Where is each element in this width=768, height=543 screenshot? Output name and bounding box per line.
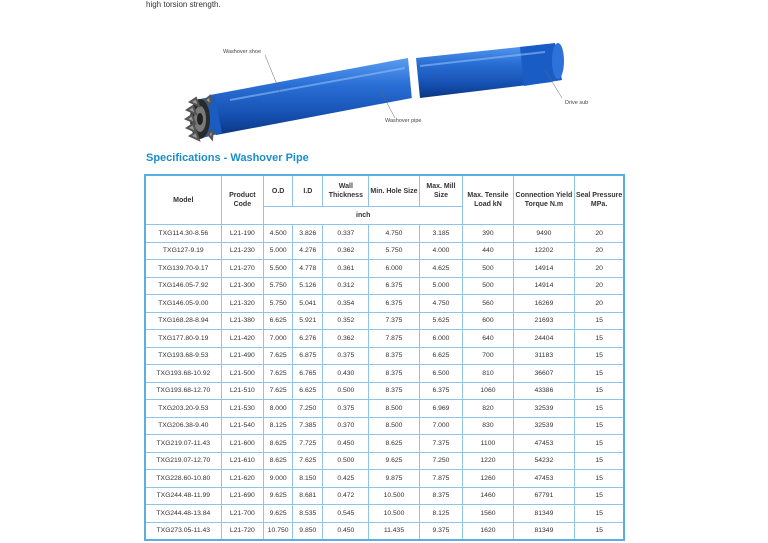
table-cell: 8.125 — [419, 505, 463, 523]
table-cell: L21-300 — [221, 277, 264, 295]
table-cell: 7.385 — [293, 417, 323, 435]
table-cell: 15 — [575, 487, 624, 505]
table-cell: 810 — [463, 365, 513, 383]
table-cell: 31183 — [513, 347, 575, 365]
table-cell: 10.500 — [369, 487, 419, 505]
table-cell: 1060 — [463, 382, 513, 400]
table-cell: 5.000 — [419, 277, 463, 295]
table-cell: 4.500 — [264, 225, 293, 243]
table-cell: 6.765 — [293, 365, 323, 383]
table-cell: L21-530 — [221, 400, 264, 418]
table-row — [145, 242, 624, 260]
table-row — [145, 260, 624, 278]
intro-text: high torsion strength. — [146, 0, 221, 9]
table-cell: 7.375 — [369, 312, 419, 330]
header-wall: Wall Thickness — [323, 175, 369, 207]
table-cell: 0.430 — [323, 365, 369, 383]
table-cell: 0.362 — [323, 242, 369, 260]
table-cell: 0.500 — [323, 452, 369, 470]
table-cell: 4.750 — [369, 225, 419, 243]
table-cell: 81349 — [513, 505, 575, 523]
table-cell: L21-700 — [221, 505, 264, 523]
table-row — [145, 330, 624, 348]
table-cell: 7.725 — [293, 435, 323, 453]
table-cell: 3.185 — [419, 225, 463, 243]
header-model: Model — [145, 175, 221, 225]
header-seal: Seal Pressure MPa. — [575, 175, 624, 225]
table-cell: 6.625 — [419, 347, 463, 365]
table-cell: 1620 — [463, 522, 513, 540]
table-cell: 7.875 — [369, 330, 419, 348]
table-cell: 9.375 — [419, 522, 463, 540]
table-cell: 15 — [575, 470, 624, 488]
table-cell: 0.472 — [323, 487, 369, 505]
table-cell: 4.750 — [419, 295, 463, 313]
table-cell: 5.041 — [293, 295, 323, 313]
table-cell: 700 — [463, 347, 513, 365]
table-cell: L21-230 — [221, 242, 264, 260]
table-cell: 8.150 — [293, 470, 323, 488]
table-cell: 21693 — [513, 312, 575, 330]
table-cell: 15 — [575, 347, 624, 365]
table-cell: TXG193.68-9.53 — [145, 347, 221, 365]
table-cell: 9.000 — [264, 470, 293, 488]
table-row — [145, 225, 624, 243]
table-cell: 9.850 — [293, 522, 323, 540]
table-row — [145, 487, 624, 505]
label-washover-pipe: Washover pipe — [385, 118, 422, 124]
table-cell: 5.750 — [369, 242, 419, 260]
table-cell: TXG146.05-7.92 — [145, 277, 221, 295]
table-cell: 6.000 — [419, 330, 463, 348]
table-cell: 11.435 — [369, 522, 419, 540]
table-cell: 8.625 — [264, 452, 293, 470]
header-max-mill: Max. Mill Size — [419, 175, 463, 207]
table-cell: 7.000 — [264, 330, 293, 348]
table-cell: 10.750 — [264, 522, 293, 540]
table-cell: TXG219.07-11.43 — [145, 435, 221, 453]
header-tensile: Max. Tensile Load kN — [463, 175, 513, 225]
header-min-hole: Min. Hole Size — [369, 175, 419, 207]
table-cell: 6.375 — [369, 277, 419, 295]
table-cell: 7.250 — [293, 400, 323, 418]
table-cell: 7.000 — [419, 417, 463, 435]
label-drive-sub: Drive sub — [565, 100, 589, 106]
table-cell: 6.375 — [369, 295, 419, 313]
table-cell: 15 — [575, 382, 624, 400]
table-cell: 7.375 — [419, 435, 463, 453]
table-cell: L21-320 — [221, 295, 264, 313]
table-cell: 9490 — [513, 225, 575, 243]
table-cell: 8.375 — [369, 365, 419, 383]
table-cell: L21-620 — [221, 470, 264, 488]
table-cell: 6.276 — [293, 330, 323, 348]
table-cell: L21-600 — [221, 435, 264, 453]
table-cell: 1460 — [463, 487, 513, 505]
table-cell: 5.126 — [293, 277, 323, 295]
spec-table — [144, 174, 625, 541]
table-cell: L21-420 — [221, 330, 264, 348]
table-cell: L21-190 — [221, 225, 264, 243]
header-od: O.D — [264, 175, 293, 207]
table-cell: 7.875 — [419, 470, 463, 488]
table-cell: 8.500 — [369, 417, 419, 435]
table-cell: TXG193.68-10.92 — [145, 365, 221, 383]
table-cell: TXG193.68-12.70 — [145, 382, 221, 400]
table-cell: 0.370 — [323, 417, 369, 435]
table-cell: L21-720 — [221, 522, 264, 540]
table-cell: 0.500 — [323, 382, 369, 400]
table-cell: 0.362 — [323, 330, 369, 348]
table-cell: 8.375 — [369, 347, 419, 365]
table-row — [145, 452, 624, 470]
table-cell: 8.375 — [369, 382, 419, 400]
table-cell: 6.625 — [264, 312, 293, 330]
table-cell: 15 — [575, 522, 624, 540]
label-washover-shoe: Washover shoe — [223, 49, 262, 55]
table-cell: 20 — [575, 295, 624, 313]
washover-pipe-left — [210, 58, 412, 135]
table-row — [145, 400, 624, 418]
table-cell: L21-270 — [221, 260, 264, 278]
table-cell: 14914 — [513, 277, 575, 295]
table-cell: 10.500 — [369, 505, 419, 523]
table-cell: TXG127-9.19 — [145, 242, 221, 260]
table-cell: 1260 — [463, 470, 513, 488]
table-cell: L21-610 — [221, 452, 264, 470]
table-cell: TXG244.48-13.84 — [145, 505, 221, 523]
table-cell: 0.337 — [323, 225, 369, 243]
table-row — [145, 365, 624, 383]
table-cell: 5.625 — [419, 312, 463, 330]
table-cell: 1220 — [463, 452, 513, 470]
table-cell: 67791 — [513, 487, 575, 505]
table-cell: 7.625 — [293, 452, 323, 470]
table-cell: 14914 — [513, 260, 575, 278]
table-cell: 6.625 — [293, 382, 323, 400]
table-cell: 9.875 — [369, 470, 419, 488]
table-cell: 0.425 — [323, 470, 369, 488]
table-cell: L21-490 — [221, 347, 264, 365]
table-cell: 9.625 — [369, 452, 419, 470]
table-cell: 9.625 — [264, 487, 293, 505]
table-row — [145, 295, 624, 313]
table-cell: 0.312 — [323, 277, 369, 295]
table-cell: TXG244.48-11.99 — [145, 487, 221, 505]
washover-pipe-right — [416, 43, 564, 98]
header-product-code: Product Code — [221, 175, 264, 225]
table-cell: 0.354 — [323, 295, 369, 313]
table-cell: 15 — [575, 435, 624, 453]
table-cell: 15 — [575, 452, 624, 470]
header-torque: Connection Yield Torque N.m — [513, 175, 575, 225]
header-id: I.D — [293, 175, 323, 207]
table-cell: TXG139.70-9.17 — [145, 260, 221, 278]
table-cell: 7.625 — [264, 365, 293, 383]
table-cell: 15 — [575, 417, 624, 435]
table-cell: 5.921 — [293, 312, 323, 330]
section-title: Specifications - Washover Pipe — [146, 152, 309, 164]
table-cell: 3.826 — [293, 225, 323, 243]
table-cell: 0.450 — [323, 522, 369, 540]
table-cell: TXG203.20-9.53 — [145, 400, 221, 418]
table-cell: 15 — [575, 505, 624, 523]
table-cell: TXG228.60-10.80 — [145, 470, 221, 488]
table-cell: 7.625 — [264, 382, 293, 400]
table-row — [145, 347, 624, 365]
table-cell: 16269 — [513, 295, 575, 313]
table-cell: 0.545 — [323, 505, 369, 523]
table-cell: 830 — [463, 417, 513, 435]
table-cell: 20 — [575, 242, 624, 260]
table-cell: 6.875 — [293, 347, 323, 365]
table-cell: 6.375 — [419, 382, 463, 400]
table-cell: 4.276 — [293, 242, 323, 260]
table-row — [145, 312, 624, 330]
table-cell: 20 — [575, 260, 624, 278]
table-cell: 47453 — [513, 470, 575, 488]
table-cell: 54232 — [513, 452, 575, 470]
table-cell: TXG219.07-12.70 — [145, 452, 221, 470]
table-cell: TXG177.80-9.19 — [145, 330, 221, 348]
table-cell: 1560 — [463, 505, 513, 523]
table-cell: 8.681 — [293, 487, 323, 505]
table-cell: 47453 — [513, 435, 575, 453]
table-row — [145, 435, 624, 453]
spec-table-body — [145, 225, 624, 541]
table-cell: 8.625 — [369, 435, 419, 453]
table-cell: 8.000 — [264, 400, 293, 418]
table-row — [145, 417, 624, 435]
table-row — [145, 382, 624, 400]
table-cell: 43386 — [513, 382, 575, 400]
table-cell: 0.352 — [323, 312, 369, 330]
table-cell: 6.500 — [419, 365, 463, 383]
table-cell: 8.125 — [264, 417, 293, 435]
table-cell: 15 — [575, 365, 624, 383]
table-cell: 4.000 — [419, 242, 463, 260]
table-cell: 8.625 — [264, 435, 293, 453]
table-cell: 7.625 — [264, 347, 293, 365]
table-cell: 8.500 — [369, 400, 419, 418]
table-cell: 24404 — [513, 330, 575, 348]
table-cell: 8.535 — [293, 505, 323, 523]
washover-pipe-diagram — [0, 30, 768, 160]
table-cell: 500 — [463, 277, 513, 295]
table-cell: 0.450 — [323, 435, 369, 453]
table-cell: L21-690 — [221, 487, 264, 505]
table-cell: L21-540 — [221, 417, 264, 435]
table-cell: 600 — [463, 312, 513, 330]
table-cell: 390 — [463, 225, 513, 243]
table-cell: TXG146.05-9.00 — [145, 295, 221, 313]
table-cell: 7.250 — [419, 452, 463, 470]
table-row — [145, 522, 624, 540]
table-cell: 640 — [463, 330, 513, 348]
table-cell: 500 — [463, 260, 513, 278]
table-cell: 560 — [463, 295, 513, 313]
table-cell: 0.375 — [323, 400, 369, 418]
table-cell: 15 — [575, 400, 624, 418]
table-cell: 12202 — [513, 242, 575, 260]
table-cell: TXG273.05-11.43 — [145, 522, 221, 540]
table-cell: 15 — [575, 330, 624, 348]
table-cell: 15 — [575, 312, 624, 330]
table-cell: TXG168.28-8.94 — [145, 312, 221, 330]
table-cell: 5.000 — [264, 242, 293, 260]
table-cell: 0.375 — [323, 347, 369, 365]
table-cell: 0.361 — [323, 260, 369, 278]
table-cell: 81349 — [513, 522, 575, 540]
table-cell: TXG114.30-8.56 — [145, 225, 221, 243]
table-cell: L21-380 — [221, 312, 264, 330]
table-cell: 4.778 — [293, 260, 323, 278]
table-cell: 20 — [575, 277, 624, 295]
table-cell: 32539 — [513, 400, 575, 418]
table-cell: 8.375 — [419, 487, 463, 505]
table-cell: 9.625 — [264, 505, 293, 523]
table-cell: 20 — [575, 225, 624, 243]
table-cell: 440 — [463, 242, 513, 260]
table-row — [145, 277, 624, 295]
table-cell: 5.750 — [264, 277, 293, 295]
table-cell: L21-500 — [221, 365, 264, 383]
table-cell: 32539 — [513, 417, 575, 435]
table-cell: 5.500 — [264, 260, 293, 278]
table-cell: 5.750 — [264, 295, 293, 313]
table-cell: L21-510 — [221, 382, 264, 400]
table-cell: 36607 — [513, 365, 575, 383]
table-cell: 1100 — [463, 435, 513, 453]
table-cell: 6.000 — [369, 260, 419, 278]
table-cell: 6.969 — [419, 400, 463, 418]
table-row — [145, 470, 624, 488]
table-cell: 4.625 — [419, 260, 463, 278]
table-row — [145, 505, 624, 523]
table-cell: TXG206.38-9.40 — [145, 417, 221, 435]
table-cell: 820 — [463, 400, 513, 418]
header-inch: inch — [264, 207, 463, 225]
